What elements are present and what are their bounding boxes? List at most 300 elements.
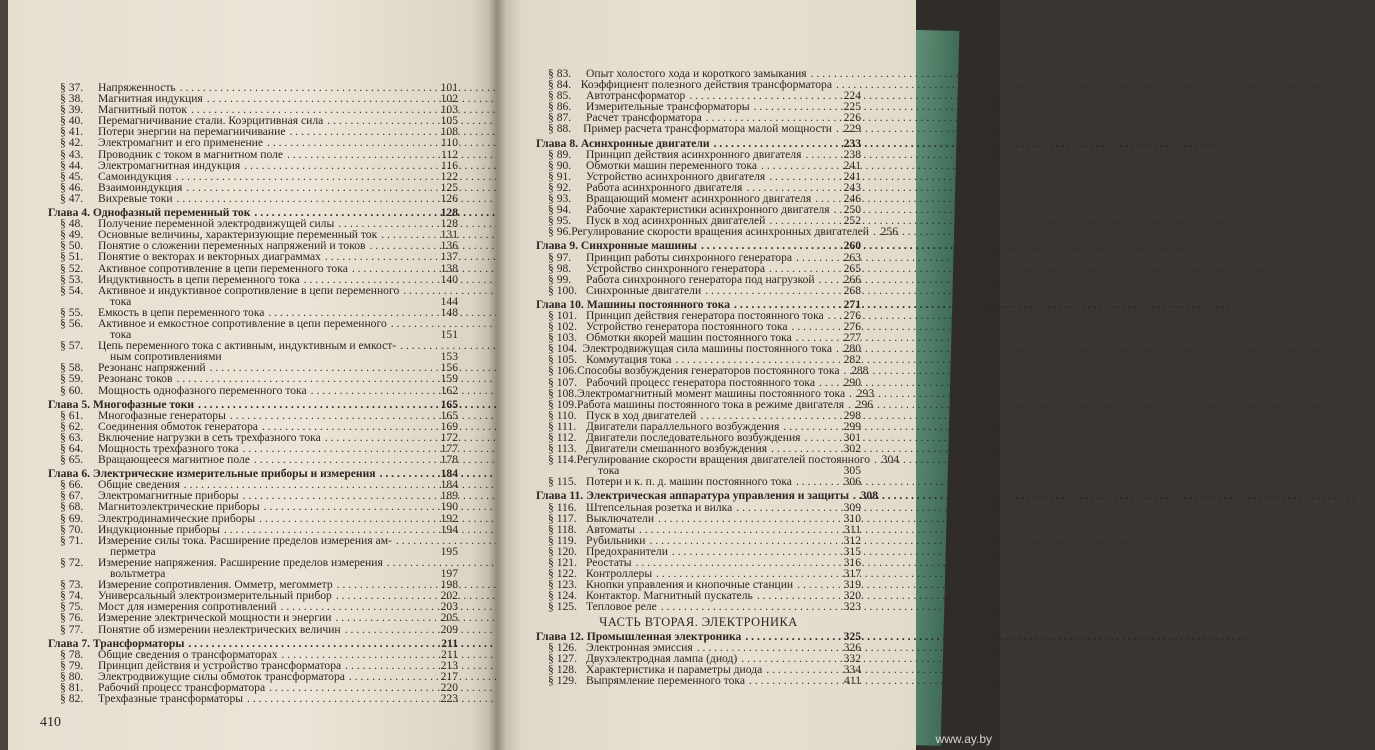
section-title: Вращающееся магнитное поле . . . (98, 454, 429, 465)
page-ref: 266 (843, 272, 861, 286)
section-number: § 54. (60, 283, 84, 297)
page-ref: 138 (440, 261, 458, 275)
section-number: § 77. (60, 622, 84, 636)
section-title: Активное и индуктивное сопротивление в цепи переменного . . . (98, 285, 429, 296)
section-title: Штепсельная розетка и вилка . . . (586, 502, 832, 513)
page-ref: 112 (441, 147, 458, 161)
section-title: Двухэлектродная лампа (диод) . . . (586, 653, 832, 664)
toc-entry (536, 453, 900, 467)
section-number: § 43. (60, 147, 84, 161)
section-title: Получение переменной электродвижущей силы . . . (98, 218, 429, 229)
page-ref: 159 (440, 372, 458, 386)
page-ref: 241 (843, 169, 861, 183)
page-ref: 260 (843, 239, 861, 253)
page-ref: 165 (440, 397, 458, 411)
section-title: Опыт холостого хода и короткого замыкания . . . (586, 68, 832, 79)
section-number: § 118. (548, 522, 577, 536)
page-ref: 332 (843, 651, 861, 665)
left-toc (48, 82, 458, 704)
section-number: § 125. (548, 600, 577, 614)
page-ref: 265 (843, 261, 861, 275)
chapter-title: Глава 9. Синхронные машины . . . (536, 240, 832, 251)
section-number: § 66. (60, 478, 84, 492)
page-ref: 243 (843, 180, 861, 194)
section-title: Резонанс напряжений . . . (98, 362, 429, 373)
section-title: Вращающий момент асинхронного двигателя . . . (586, 193, 832, 204)
page-ref: 217 (440, 669, 458, 683)
page-ref: 125 (440, 180, 458, 194)
toc-entry (48, 373, 458, 384)
section-title: Двигатели параллельного возбуждения . . . (586, 421, 832, 432)
section-number: § 122. (548, 567, 577, 581)
section-number: § 38. (60, 92, 84, 106)
section-number: § 50. (60, 239, 84, 253)
section-number: § 64. (60, 442, 84, 455)
page-ref: 205 (440, 611, 458, 625)
toc-entry (48, 624, 458, 635)
section-title: Электродвижущие силы обмоток трансформатора . . . (98, 671, 429, 682)
chapter-title: Глава 10. Машины постоянного тока . . . (536, 299, 832, 310)
page-ref: 153 (440, 350, 458, 364)
section-number: § 71. (60, 533, 84, 547)
page-ref: 323 (843, 600, 861, 614)
section-number: § 46. (60, 180, 84, 194)
page-ref: 311 (844, 522, 861, 536)
section-number: § 98. (548, 261, 572, 275)
toc-entry (48, 693, 458, 704)
section-number: § 72. (60, 555, 84, 569)
page-ref: 308 (860, 489, 879, 503)
section-title: Цепь переменного тока с активным, индуктивным и емкост- . . . (98, 340, 429, 351)
chapter-entry (536, 138, 861, 149)
section-number: § 96. (548, 225, 572, 239)
section-number: § 97. (548, 250, 572, 264)
section-number: § 76. (60, 611, 84, 625)
toc-entry (48, 385, 458, 396)
section-title: Потери и к. п. д. машин постоянного тока . . . (586, 476, 832, 487)
section-number: § 44. (60, 158, 84, 172)
section-title: Принцип действия генератора постоянного тока . . . (586, 310, 832, 321)
page-ref: 223 (440, 692, 458, 706)
section-number: § 75. (60, 600, 84, 614)
section-title: Кнопки управления и кнопочные станции . . . (586, 579, 832, 590)
section-number: § 106. (548, 364, 577, 378)
section-title: Пуск в ход асинхронных двигателей . . . (586, 215, 832, 226)
page-ref: 282 (843, 353, 861, 367)
section-number: § 107. (548, 375, 577, 389)
section-number: § 127. (548, 651, 577, 665)
page-ref: 319 (843, 578, 861, 592)
page-ref: 246 (843, 192, 861, 206)
section-title: Общие сведения о трансформаторах . . . (98, 649, 429, 660)
toc-entry (536, 601, 861, 612)
chapter-title: Глава 8. Асинхронные двигатели . . . (536, 138, 832, 149)
page-ref: 296 (855, 397, 874, 411)
section-number: § 60. (60, 383, 84, 397)
page-ref: 317 (843, 567, 861, 581)
page-ref: 128 (440, 206, 458, 220)
page-ref: 225 (843, 100, 861, 114)
toc-entry (536, 364, 869, 378)
section-number: § 65. (60, 453, 84, 467)
page-ref: 271 (843, 297, 861, 311)
section-title: Автоматы . . . (586, 524, 832, 535)
section-number: § 123. (548, 578, 577, 592)
section-number: § 117. (548, 511, 577, 525)
page-ref: 325 (843, 629, 861, 643)
page-ref: 220 (440, 680, 458, 694)
section-number: § 116. (548, 500, 577, 514)
section-title: вольтметра (110, 567, 166, 581)
toc-entry (536, 123, 861, 134)
toc-entry (536, 675, 861, 686)
toc-entry (48, 251, 458, 262)
section-title: Расчет трансформатора . . . (586, 112, 832, 123)
section-number: § 68. (60, 500, 84, 514)
page-ref: 148 (440, 305, 458, 319)
section-number: § 126. (548, 640, 577, 654)
toc-entry (48, 513, 458, 524)
section-number: § 91. (548, 169, 572, 183)
chapter-title: Глава 7. Трансформаторы . . . (48, 638, 429, 649)
page-ref: 184 (440, 467, 458, 481)
toc-entry (536, 225, 899, 239)
toc-entry (536, 285, 861, 296)
chapter-title: Глава 5. Многофазные токи . . . (48, 399, 429, 410)
section-number: § 40. (60, 114, 84, 128)
section-title: Электромагнитные приборы . . . (98, 490, 429, 501)
section-title: Тепловое реле . . . (586, 601, 832, 612)
section-title: Индукционные приборы . . . (98, 524, 429, 535)
chapter-title: Глава 6. Электрические измерительные приборы и измерения . . . (48, 468, 429, 479)
page-ref: 137 (440, 250, 458, 264)
section-title: Измерение напряжения. Расширение пределов измерения . . . (98, 557, 429, 568)
section-number: § 93. (548, 192, 572, 206)
page-ref: 128 (440, 217, 458, 231)
section-title: Взаимоиндукция . . . (98, 182, 429, 193)
section-number: § 90. (548, 158, 572, 172)
page-ref: 256 (880, 225, 899, 239)
section-number: § 67. (60, 489, 84, 503)
section-title: Общие сведения . . . (98, 479, 429, 490)
page-ref: 151 (440, 328, 458, 342)
section-title: Понятие о сложении переменных напряжений и токов . . . (98, 240, 429, 251)
section-title: перметра (110, 544, 156, 558)
page-ref: 122 (440, 169, 458, 183)
section-number: § 51. (60, 250, 84, 264)
left-page (8, 0, 496, 750)
section-title: тока (110, 294, 132, 308)
section-title: Выключатели . . . (586, 513, 832, 524)
section-title: Потери энергии на перемагничивание . . . (98, 126, 429, 137)
section-title: Включение нагрузки в сеть трехфазного тока . . . (98, 432, 429, 443)
page-ref: 140 (440, 272, 458, 286)
section-number: § 103. (548, 331, 577, 345)
section-number: § 81. (60, 680, 84, 694)
section-title: Двигатели смешанного возбуждения . . . (586, 443, 832, 454)
section-title: Вихревые токи . . . (98, 193, 429, 204)
section-title: Принцип действия асинхронного двигателя . . . (586, 149, 832, 160)
page-ref: 162 (440, 383, 458, 397)
page-ref: 326 (843, 640, 861, 654)
section-title: тока (110, 328, 132, 342)
section-title: Работа машины постоянного тока в режиме двигателя . . . (577, 399, 844, 410)
toc-entry (48, 137, 458, 148)
section-number: § 102. (548, 320, 577, 334)
section-title: тока (598, 464, 620, 478)
page-ref: 268 (843, 283, 861, 297)
section-number: § 41. (60, 125, 84, 139)
section-title: Электродвижущая сила машины постоянного тока . . . (582, 343, 832, 354)
page-ref: 310 (843, 511, 861, 525)
section-title: Обмотки машин переменного тока . . . (586, 160, 832, 171)
toc-entry (48, 193, 458, 204)
section-number: § 82. (60, 692, 84, 706)
section-title: Измерение электрической мощности и энергии . . . (98, 612, 429, 623)
page-ref: 105 (440, 114, 458, 128)
page-ref: 263 (843, 250, 861, 264)
section-title: Проводник с током в магнитном поле . . . (98, 149, 429, 160)
page-ref: 320 (843, 589, 861, 603)
section-title: Активное сопротивление в цепи переменного тока . . . (98, 263, 429, 274)
section-number: § 92. (548, 180, 572, 194)
section-title: Предохранители . . . (586, 546, 832, 557)
section-number: § 99. (548, 272, 572, 286)
section-number: § 79. (60, 658, 84, 672)
page-ref: 108 (440, 125, 458, 139)
watermark: www.ay.by (935, 732, 992, 746)
section-number: § 73. (60, 578, 84, 592)
section-number: § 63. (60, 430, 84, 444)
section-number: § 113. (548, 442, 577, 456)
section-number: § 57. (60, 339, 84, 353)
section-number: § 100. (548, 283, 577, 297)
section-number: § 45. (60, 169, 84, 183)
toc-entry (48, 263, 458, 274)
page-ref: 238 (843, 147, 861, 161)
section-title: Устройство синхронного генератора . . . (586, 263, 832, 274)
section-number: § 58. (60, 361, 84, 375)
page-ref: 184 (440, 478, 458, 492)
section-number: § 94. (548, 203, 572, 217)
section-number: § 111. (548, 419, 577, 433)
section-number: § 83. (548, 67, 572, 80)
toc-entry (48, 501, 458, 512)
section-number: § 121. (548, 556, 577, 570)
section-title: Реостаты . . . (586, 557, 832, 568)
section-title: Коммутация тока . . . (586, 354, 832, 365)
section-number: § 101. (548, 308, 577, 322)
page-ref: 165 (440, 408, 458, 422)
section-title: Рубильники . . . (586, 535, 832, 546)
section-number: § 129. (548, 673, 577, 687)
section-number: § 74. (60, 589, 84, 603)
page-ref: 178 (440, 453, 458, 467)
section-title: Мост для измерения сопротивлений . . . (98, 601, 429, 612)
section-number: § 128. (548, 662, 577, 676)
page-ref: 213 (440, 658, 458, 672)
section-title: Синхронные двигатели . . . (586, 285, 832, 296)
section-title: Электронная эмиссия . . . (586, 642, 832, 653)
section-title: Активное и емкостное сопротивление в цепи переменного . . . (98, 318, 429, 329)
section-number: § 89. (548, 147, 572, 161)
section-number: § 109. (548, 397, 577, 411)
page-ref: 116 (441, 158, 458, 172)
section-title: Магнитная индукция . . . (98, 93, 429, 104)
section-number: § 119. (548, 533, 577, 547)
section-title: Многофазные генераторы . . . (98, 410, 429, 421)
section-title: Контроллеры . . . (586, 568, 832, 579)
section-number: § 85. (548, 89, 572, 103)
section-number: § 88. (548, 122, 572, 136)
page-ref: 198 (440, 578, 458, 592)
chapter-entry (536, 489, 879, 503)
section-number: § 52. (60, 261, 84, 275)
section-title: Измерение силы тока. Расширение пределов измерения ам- . . . (98, 535, 429, 546)
section-title: Пуск в ход двигателей . . . (586, 410, 832, 421)
toc-entry (48, 454, 458, 465)
page-ref: 103 (440, 103, 458, 117)
toc-entry (48, 149, 458, 160)
section-number: § 95. (548, 214, 572, 228)
section-number: § 84. (548, 78, 572, 92)
section-number: § 59. (60, 372, 84, 386)
section-number: § 39. (60, 103, 84, 117)
section-title: Измерение сопротивления. Омметр, мегомметр . . . (98, 579, 429, 590)
section-number: § 105. (548, 353, 577, 367)
right-page (496, 0, 916, 750)
chapter-title: Глава 12. Промышленная электроника . . . (536, 631, 832, 642)
section-title: Коэффициент полезного действия трансформатора . . . (581, 79, 832, 90)
toc-entry (48, 612, 458, 623)
section-title: Самоиндукция . . . (98, 171, 429, 182)
page-ref: 305 (843, 464, 861, 478)
section-title: Понятие об измерении неэлектрических величин . . . (98, 624, 429, 635)
section-title: Индуктивность в цепи переменного тока . . . (98, 274, 429, 285)
section-number: § 115. (548, 475, 577, 489)
section-title: Электромагнит и его применение . . . (98, 137, 429, 148)
page-ref: 169 (440, 419, 458, 433)
right-toc (536, 67, 900, 687)
section-title: Напряженность . . . (98, 82, 429, 93)
page-ref: 304 (881, 453, 900, 467)
toc-entry (536, 252, 861, 263)
toc-entry (536, 476, 861, 487)
page-ref: 288 (851, 364, 869, 378)
page-ref: 177 (440, 442, 458, 455)
section-title: Пример расчета трансформатора малой мощности . . . (583, 123, 832, 134)
section-title: Автотрансформатор . . . (586, 90, 832, 101)
section-number: § 37. (60, 81, 84, 94)
section-number: § 55. (60, 305, 84, 319)
section-title: Рабочие характеристики асинхронного двигателя . . . (586, 204, 832, 215)
section-title: Рабочий процесс трансформатора . . . (98, 682, 429, 693)
section-number: § 56. (60, 316, 84, 330)
section-number: § 124. (548, 589, 577, 603)
page-ref: 226 (843, 111, 861, 125)
page-ref: 194 (440, 522, 458, 536)
section-title: Выпрямление переменного тока . . . (586, 675, 832, 686)
book-gutter (488, 0, 506, 750)
page-ref: 290 (843, 375, 861, 389)
page-ref: 209 (440, 622, 458, 636)
page-ref: 293 (856, 386, 875, 400)
page-ref: 334 (843, 662, 861, 676)
page-ref: 302 (843, 442, 861, 456)
section-title: Характеристика и параметры диода . . . (586, 664, 832, 675)
toc-entry (536, 502, 861, 513)
section-number: § 70. (60, 522, 84, 536)
page-ref: 224 (843, 89, 861, 103)
page-ref: 197 (440, 567, 458, 581)
page-ref: 202 (440, 589, 458, 603)
page-ref: 110 (441, 136, 458, 150)
page-ref: 189 (440, 489, 458, 503)
section-title: Измерительные трансформаторы . . . (586, 101, 832, 112)
section-number: § 104. (548, 342, 577, 356)
page-ref: 277 (843, 331, 861, 345)
section-number: § 114. (548, 453, 577, 467)
page-ref: 101 (440, 81, 458, 94)
section-title: Универсальный электроизмерительный прибор . . . (98, 590, 429, 601)
page-ref: 102 (440, 92, 458, 106)
page-number: 410 (40, 715, 61, 730)
section-number: § 108. (548, 386, 577, 400)
section-number: § 48. (60, 217, 84, 231)
section-number: § 42. (60, 136, 84, 150)
page-ref: 172 (440, 430, 458, 444)
page-ref: 144 (440, 294, 458, 308)
page-ref: 229 (843, 122, 861, 136)
chapter-title: Глава 11. Электрическая аппаратура управления и защиты . . . (536, 490, 849, 501)
section-title: Трехфазные трансформаторы . . . (98, 693, 429, 704)
section-title: Устройство асинхронного двигателя . . . (586, 171, 832, 182)
section-title: Регулирование скорости вращения асинхронных двигателей . . . (571, 226, 869, 237)
section-title: Контактор. Магнитный пускатель . . . (586, 590, 832, 601)
section-title: Магнитоэлектрические приборы . . . (98, 501, 429, 512)
section-title: Мощность трехфазного тока . . . (98, 443, 429, 454)
section-title: Соединения обмоток генератора . . . (98, 421, 429, 432)
page-ref: 276 (843, 308, 861, 322)
section-title: Работа синхронного генератора под нагрузкой . . . (586, 274, 832, 285)
page-ref: 301 (843, 431, 861, 444)
section-number: § 110. (548, 408, 577, 422)
page-ref: 136 (440, 239, 458, 253)
toc-entry (536, 377, 861, 388)
page-ref: 211 (441, 647, 458, 661)
section-title: Мощность однофазного переменного тока . . . (98, 385, 429, 396)
page-ref: 298 (843, 408, 861, 422)
page-ref: 280 (843, 342, 861, 356)
section-title: Электромагнитная индукция . . . (98, 160, 429, 171)
page-ref: 211 (441, 636, 458, 650)
page-ref: 309 (843, 500, 861, 514)
page-ref: 241 (843, 158, 861, 172)
section-number: § 112. (548, 431, 577, 444)
page-ref: 276 (843, 320, 861, 334)
page-ref: 411 (844, 673, 861, 687)
page-ref: 312 (843, 533, 861, 547)
section-title: Способы возбуждения генераторов постоянного тока . . . (577, 365, 839, 376)
chapter-title: Глава 4. Однофазный переменный ток . . . (48, 207, 429, 218)
page-ref: 126 (440, 191, 458, 205)
section-number: § 49. (60, 228, 84, 242)
section-title: Электромагнитный момент машины постоянного тока . . . (577, 388, 845, 399)
section-title: Перемагничивание стали. Коэрцитивная сила . . . (98, 115, 429, 126)
section-title: Обмотки якорей машин постоянного тока . . . (586, 332, 832, 343)
section-title: Электродинамические приборы . . . (98, 513, 429, 524)
section-title: ным сопротивлениями (110, 350, 222, 364)
